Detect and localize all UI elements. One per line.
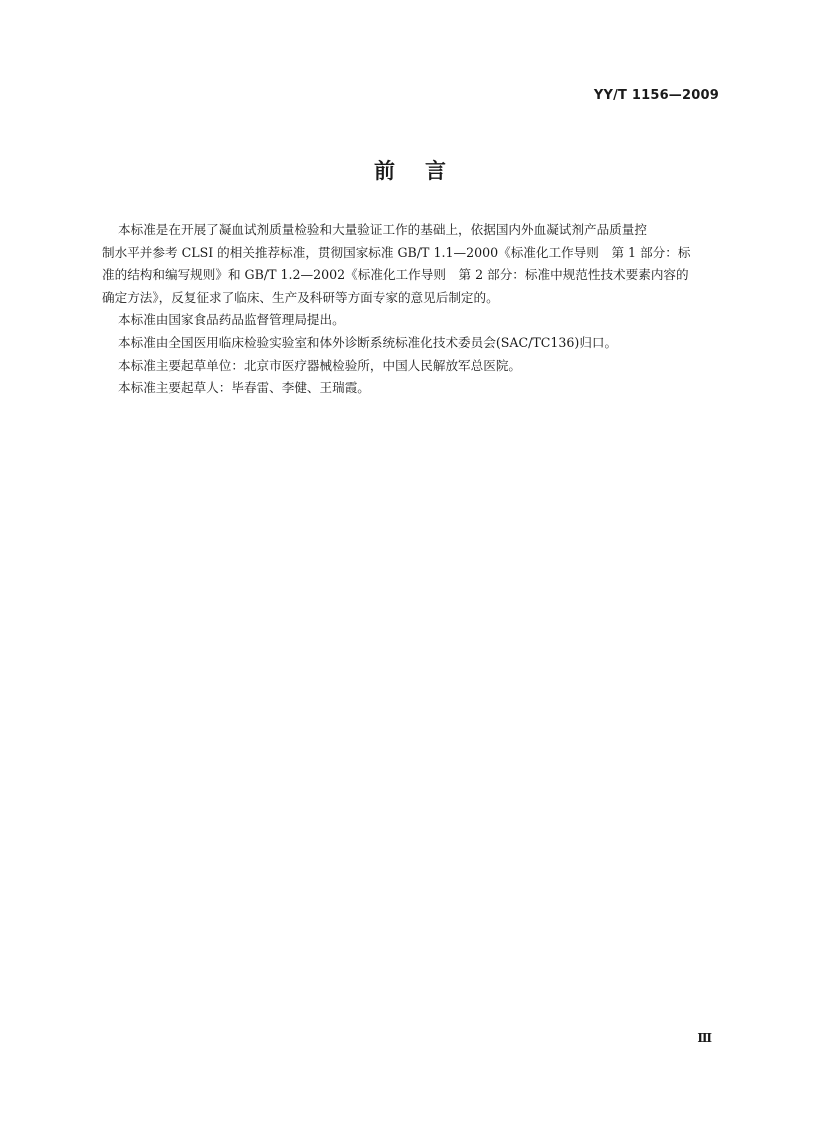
paragraph-committee: [118, 332, 718, 355]
text-line: 准的结构和编写规则》和 GB/T 1.2—2002《标准化工作导则 第 2 部分：标准中规范性技术要素内容的: [102, 267, 689, 283]
paragraph-drafters: [118, 377, 718, 400]
text-line: 本标准主要起草人：毕春雷、李健、王瑞霞。: [118, 380, 370, 396]
document-code: YY/T 1156—2009: [593, 88, 719, 103]
text-line: 本标准是在开展了凝血试剂质量检验和大量验证工作的基础上，依据国内外血凝试剂产品质量控: [118, 222, 647, 237]
page-title: 前言: [374, 159, 476, 183]
paragraph-proposer: [118, 309, 718, 332]
text-line: 制水平并参考 CLSI 的相关推荐标准，贯彻国家标准 GB/T 1.1—2000《标准化工作导则 第 1 部分：标: [102, 244, 691, 260]
paragraph-background: [102, 219, 718, 309]
page-number: Ⅲ: [697, 1031, 712, 1045]
document-body: [102, 219, 718, 400]
text-line: 确定方法》，反复征求了临床、生产及科研等方面专家的意见后制定的。: [102, 289, 499, 305]
text-line: 本标准由国家食品药品监督管理局提出。: [118, 312, 345, 328]
text-line: 本标准主要起草单位：北京市医疗器械检验所，中国人民解放军总医院。: [118, 357, 521, 373]
text-line: 本标准由全国医用临床检验实验室和体外诊断系统标准化技术委员会(SAC/TC136)归口。: [118, 334, 618, 350]
paragraph-drafting-units: [118, 355, 718, 378]
